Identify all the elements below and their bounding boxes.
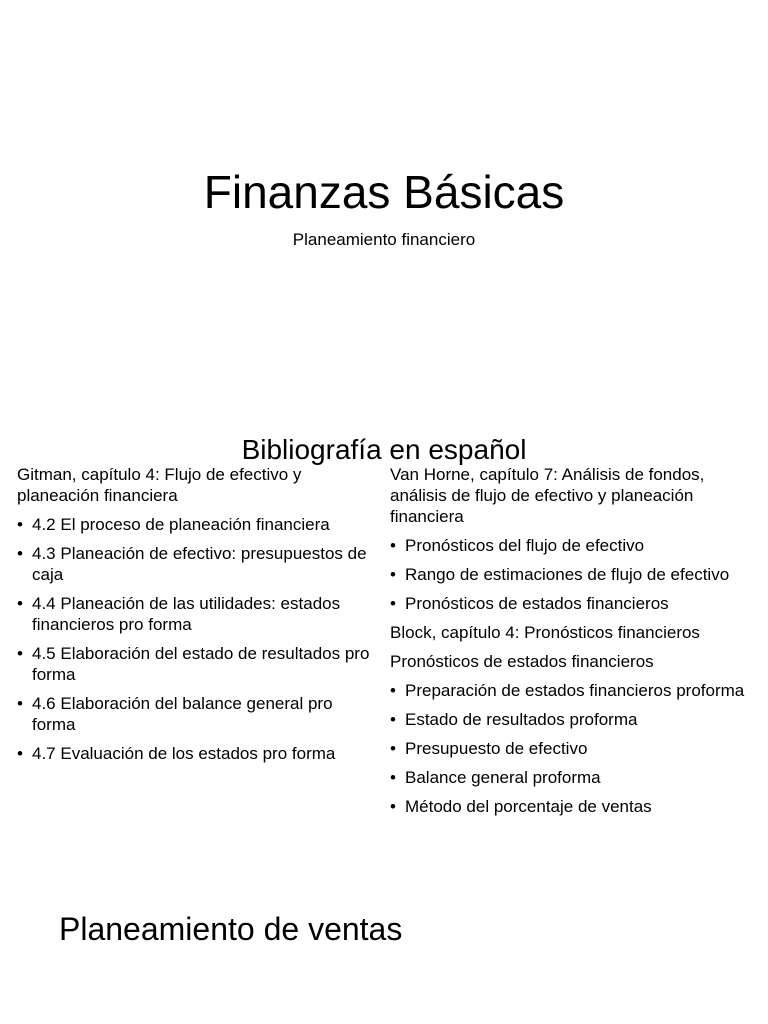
list-item: • Método del porcentaje de ventas — [390, 796, 758, 817]
block-list — [390, 680, 758, 817]
van-horne-list — [390, 535, 758, 614]
gitman-list — [17, 514, 379, 764]
van-horne-heading: Van Horne, capítulo 7: Análisis de fondos, análisis de flujo de efectivo y planeación financiera — [390, 465, 705, 526]
list-item: • Preparación de estados financieros proforma — [390, 680, 758, 701]
list-item: • Balance general proforma — [390, 767, 758, 788]
list-item: • 4.6 Elaboración del balance general pro forma — [17, 693, 379, 735]
gitman-heading: Gitman, capítulo 4: Flujo de efectivo y planeación financiera — [17, 465, 302, 505]
list-item: • 4.4 Planeación de las utilidades: estados financieros pro forma — [17, 593, 379, 635]
slide-title: Finanzas Básicas — [203, 166, 565, 218]
right-column — [390, 464, 758, 825]
list-item: • 4.3 Planeación de efectivo: presupuestos de caja — [17, 543, 379, 585]
slide-subtitle: Planeamiento financiero — [292, 230, 476, 249]
section-title-bibliografia: Bibliografía en español — [241, 434, 527, 465]
section-title-planeamiento-ventas: Planeamiento de ventas — [59, 911, 403, 947]
list-item: • 4.5 Elaboración del estado de resultados pro forma — [17, 643, 379, 685]
list-item: • Rango de estimaciones de flujo de efectivo — [390, 564, 758, 585]
pronosticos-heading: Pronósticos de estados financieros — [390, 652, 654, 671]
list-item: • 4.7 Evaluación de los estados pro forma — [17, 743, 379, 764]
list-item: • Presupuesto de efectivo — [390, 738, 758, 759]
list-item: • Pronósticos del flujo de efectivo — [390, 535, 758, 556]
list-item: • Pronósticos de estados financieros — [390, 593, 758, 614]
left-column — [17, 464, 379, 772]
list-item: • 4.2 El proceso de planeación financiera — [17, 514, 379, 535]
block-heading: Block, capítulo 4: Pronósticos financieros — [390, 623, 700, 642]
list-item: • Estado de resultados proforma — [390, 709, 758, 730]
